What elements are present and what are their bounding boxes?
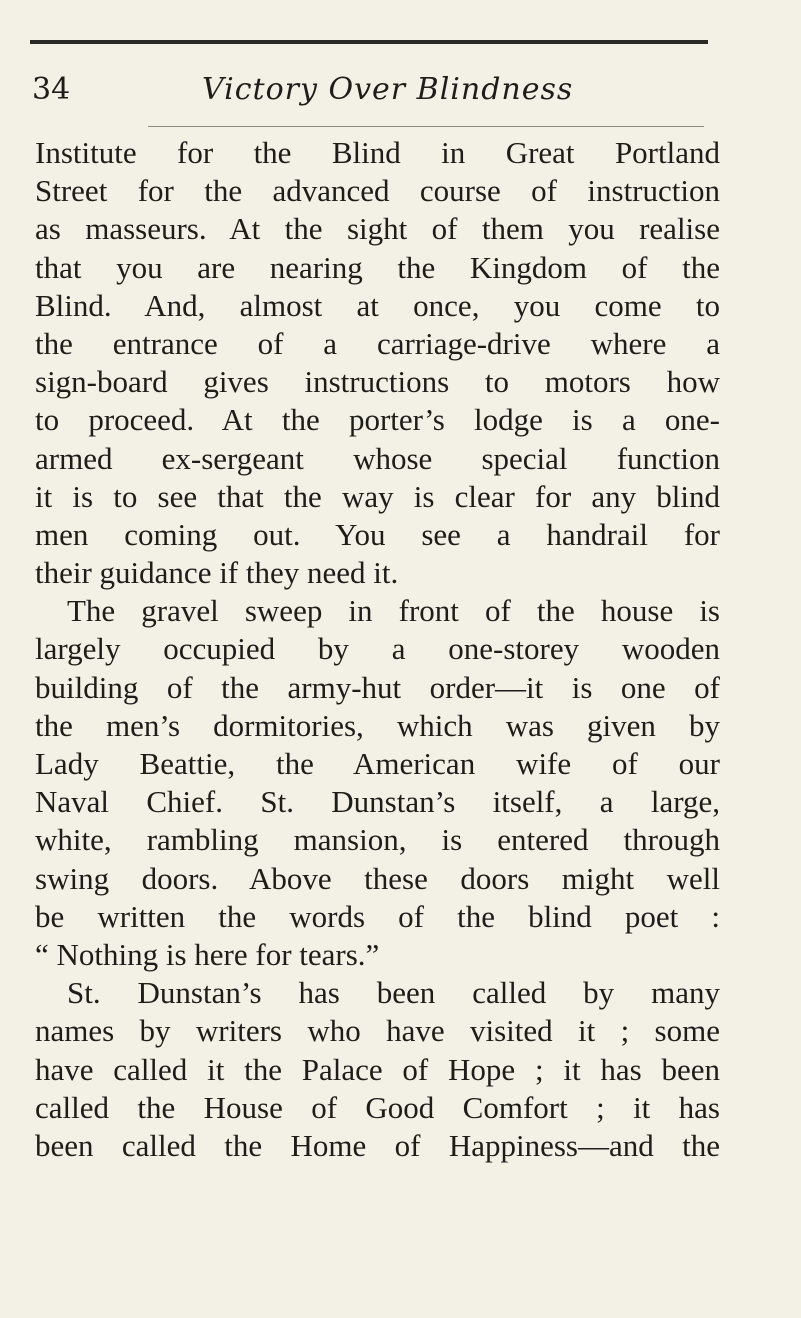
page-number: 34 <box>32 72 71 107</box>
text-line: sign-board gives instructions to motors how <box>35 364 720 400</box>
page-header <box>32 62 708 110</box>
text-line: names by writers who have visited it ; some <box>35 1013 720 1049</box>
text-line: have called it the Palace of Hope ; it has been <box>35 1051 720 1087</box>
text-line: St. Dunstan’s has been called by many <box>67 975 720 1011</box>
text-line: it is to see that the way is clear for any blind <box>35 478 720 514</box>
text-line: men coming out. You see a handrail for <box>35 516 720 552</box>
text-line: Naval Chief. St. Dunstan’s itself, a large, <box>35 784 720 820</box>
body-text <box>35 134 720 1165</box>
top-rule <box>30 40 708 44</box>
running-title: Victory Over Blindness <box>202 72 574 107</box>
text-line: largely occupied by a one-storey wooden <box>35 631 720 667</box>
text-line: The gravel sweep in front of the house is <box>67 593 720 629</box>
text-line: Institute for the Blind in Great Portland <box>35 135 720 170</box>
text-line: Blind. And, almost at once, you come to <box>35 287 720 323</box>
header-rule <box>148 126 704 127</box>
text-line: been called the Home of Happiness—and the <box>35 1127 720 1163</box>
text-line: their guidance if they need it. <box>35 555 399 591</box>
text-line: called the House of Good Comfort ; it has <box>35 1089 720 1125</box>
text-line: as masseurs. At the sight of them you realise <box>35 211 720 247</box>
text-line: be written the words of the blind poet : <box>35 898 720 934</box>
text-line: building of the army-hut order—it is one of <box>35 669 720 705</box>
text-line: the entrance of a carriage-drive where a <box>35 325 720 361</box>
text-line: swing doors. Above these doors might well <box>35 860 720 896</box>
text-line: white, rambling mansion, is entered through <box>35 822 720 858</box>
text-line: that you are nearing the Kingdom of the <box>35 249 720 285</box>
text-line: Street for the advanced course of instruction <box>35 173 720 209</box>
text-line: armed ex-sergeant whose special function <box>35 440 720 476</box>
text-line: the men’s dormitories, which was given by <box>35 707 720 743</box>
text-line: to proceed. At the porter’s lodge is a one- <box>35 402 720 438</box>
text-line: Lady Beattie, the American wife of our <box>35 746 720 781</box>
text-line: “ Nothing is here for tears.” <box>35 936 380 972</box>
